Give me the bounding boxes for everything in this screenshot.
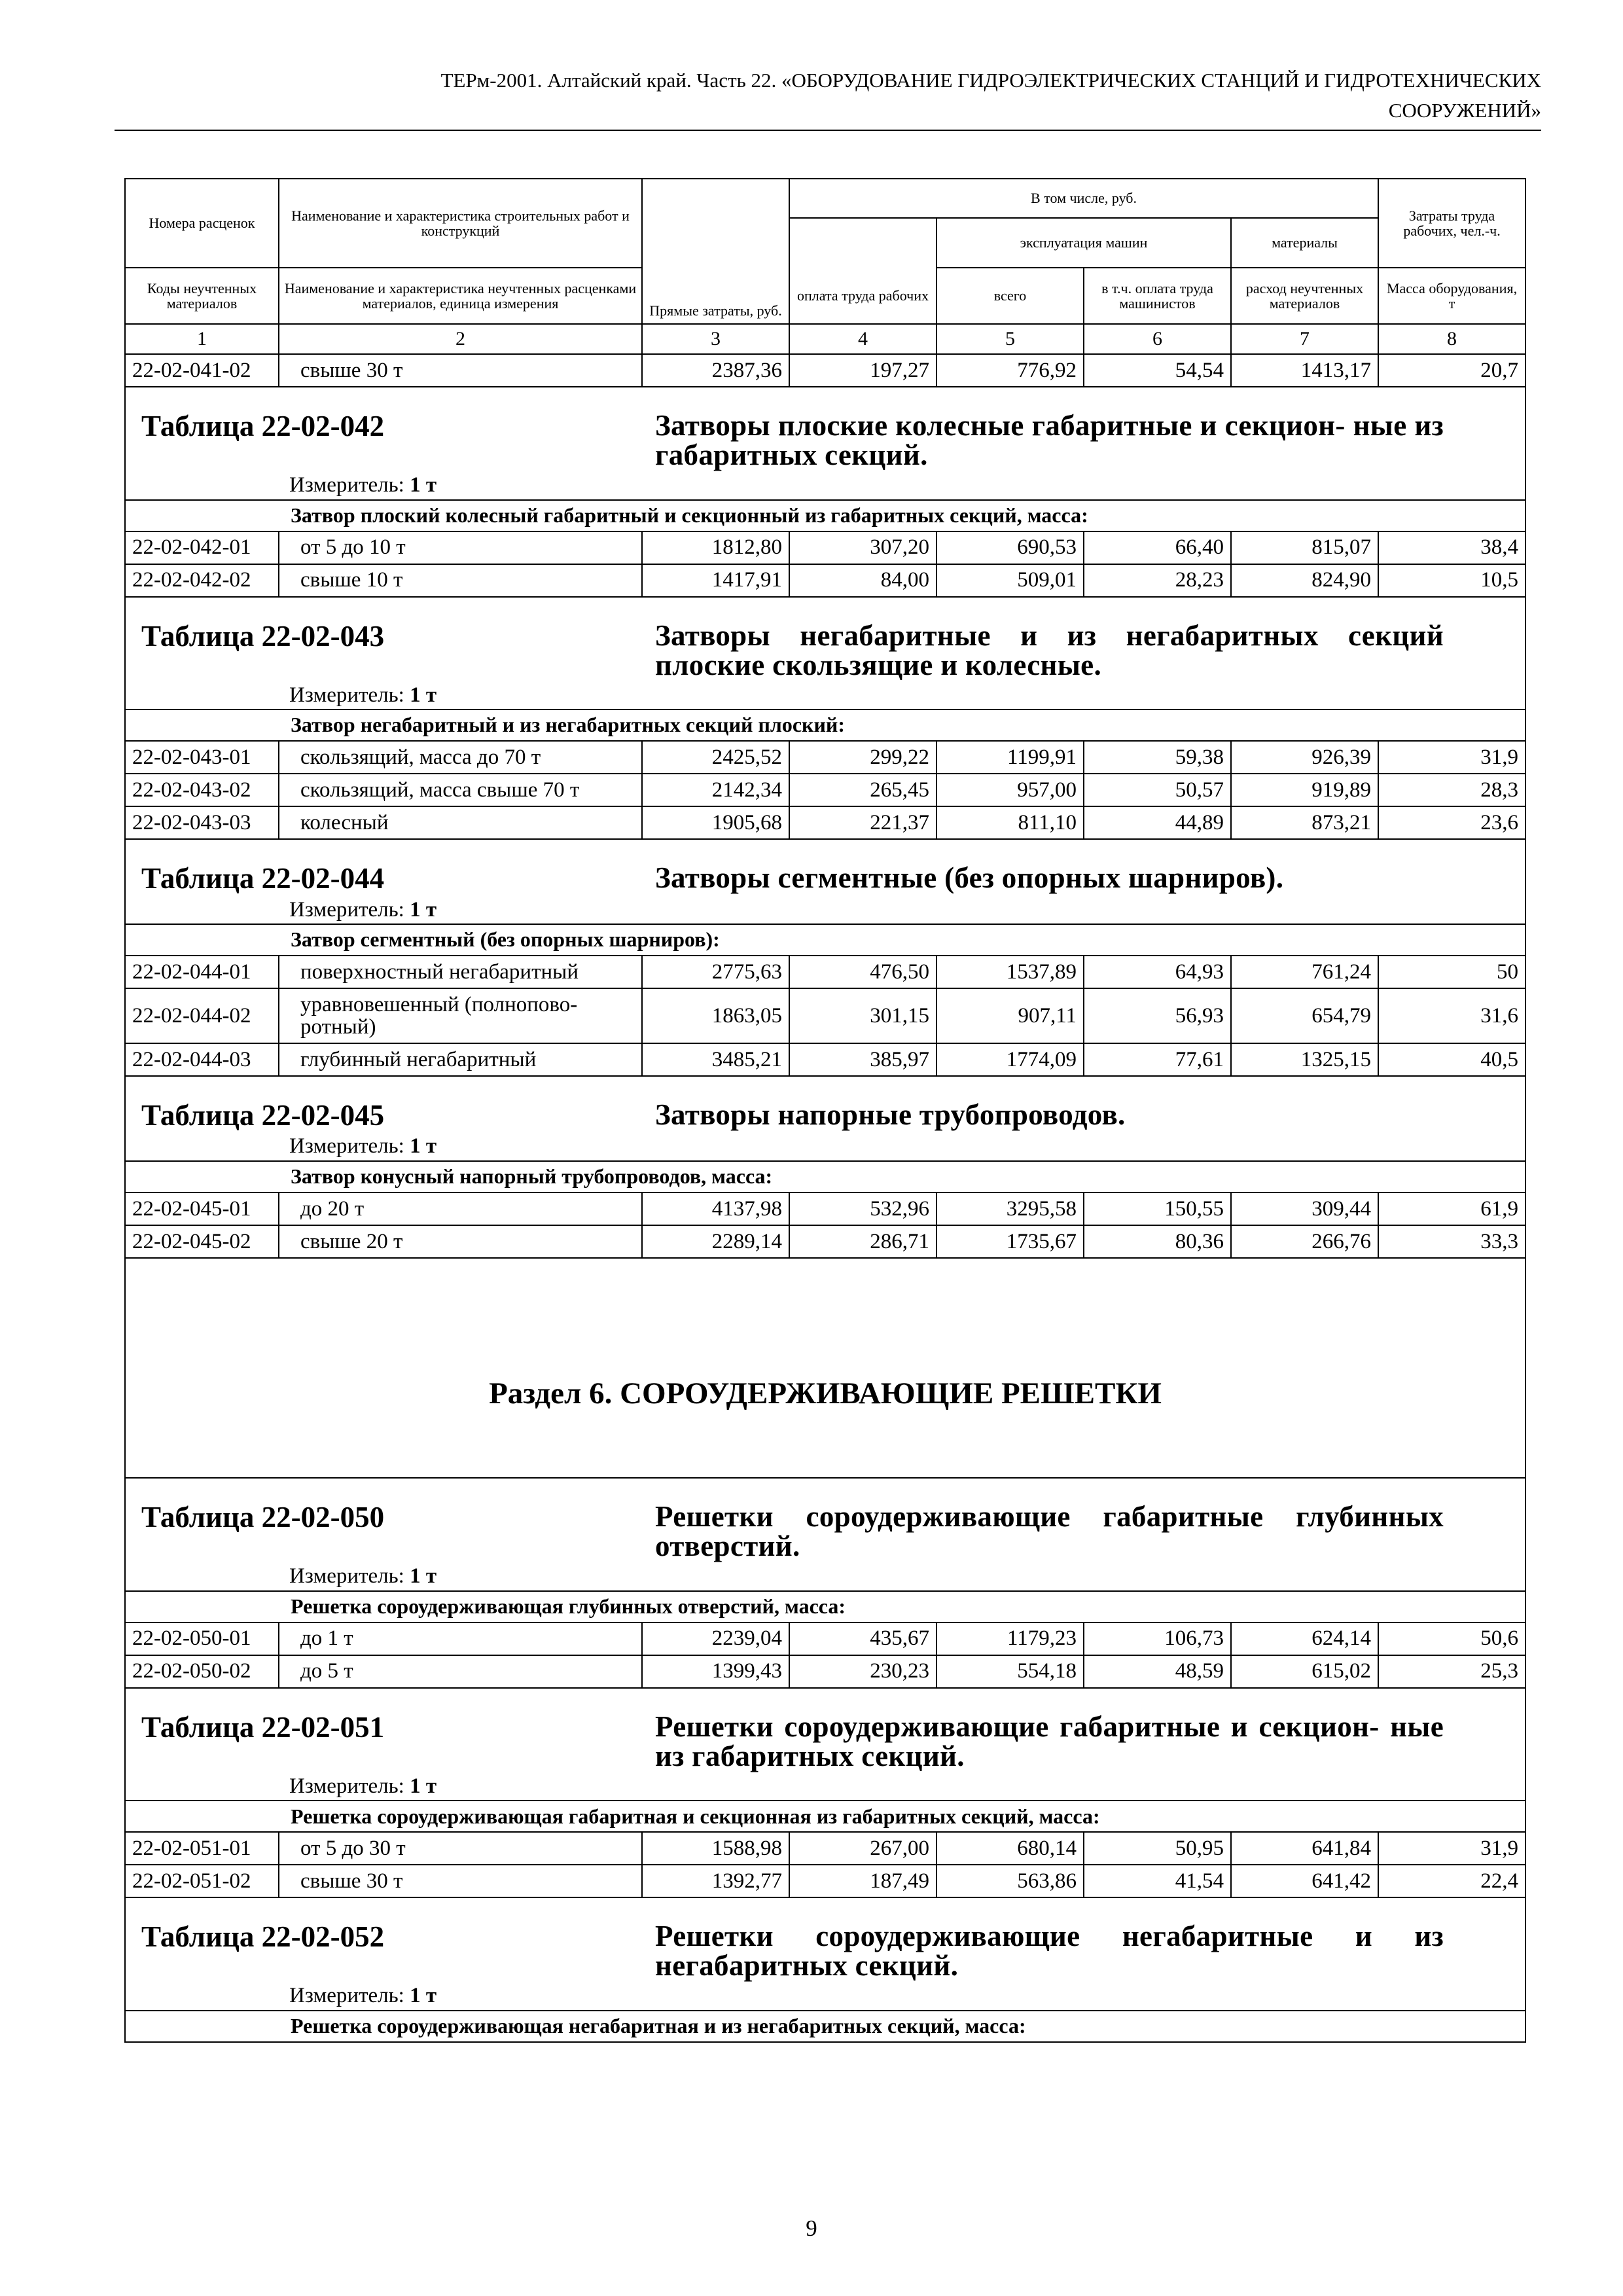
labor-cost: 25,3 <box>1378 1655 1525 1688</box>
column-number: 3 <box>642 324 789 354</box>
header-machinist-wages: в т.ч. оплата труда машинистов <box>1084 268 1231 324</box>
labor-cost: 50 <box>1378 956 1525 988</box>
machinist-wages: 66,40 <box>1084 531 1231 564</box>
measure-unit <box>132 684 1518 707</box>
materials-cost: 624,14 <box>1231 1623 1378 1655</box>
table-row <box>125 1865 1525 1897</box>
labor-cost: 61,9 <box>1378 1193 1525 1225</box>
header-including: В том числе, руб. <box>789 179 1378 218</box>
materials-cost: 1325,15 <box>1231 1043 1378 1076</box>
measure-label: Измеритель: <box>289 1774 404 1798</box>
worker-wages: 385,97 <box>789 1043 936 1076</box>
table-row <box>125 741 1525 774</box>
table-row <box>125 531 1525 564</box>
header-name: Наименование и характеристика строительных работ и конструкций <box>279 179 642 268</box>
header-machines-total: всего <box>936 268 1084 324</box>
column-number: 2 <box>279 324 642 354</box>
measure-label: Измеритель: <box>289 897 404 922</box>
measure-unit <box>132 1984 1518 2007</box>
rate-code: 22-02-051-01 <box>125 1832 279 1865</box>
rate-name: скользящий, масса свыше 70 т <box>279 774 642 806</box>
rate-name: свыше 30 т <box>279 354 642 387</box>
machines-total: 563,86 <box>936 1865 1084 1897</box>
machinist-wages: 50,57 <box>1084 774 1231 806</box>
materials-cost: 654,79 <box>1231 988 1378 1043</box>
table-title-row <box>125 1688 1525 1801</box>
group-heading: Затвор негабаритный и из негабаритных секций плоский: <box>125 709 1525 741</box>
table-row <box>125 1832 1525 1865</box>
rate-name: свыше 20 т <box>279 1225 642 1258</box>
table-number: Таблица 22-02-045 <box>141 1099 385 1132</box>
machinist-wages: 50,95 <box>1084 1832 1231 1865</box>
machines-total: 554,18 <box>936 1655 1084 1688</box>
table-title <box>132 863 1518 894</box>
group-heading: Решетка сороудерживающая габаритная и секционная из габаритных секций, масса: <box>125 1801 1525 1832</box>
table-title-cell <box>125 387 1525 500</box>
rate-name: до 5 т <box>279 1655 642 1688</box>
labor-cost: 22,4 <box>1378 1865 1525 1897</box>
header-unlisted-codes: Коды неучтенных материалов <box>125 268 279 324</box>
table-title <box>132 1100 1518 1131</box>
table-number: Таблица 22-02-042 <box>141 410 385 442</box>
page-number: 9 <box>806 2215 817 2241</box>
machinist-wages: 54,54 <box>1084 354 1231 387</box>
machines-total: 907,11 <box>936 988 1084 1043</box>
rates-table-body <box>125 179 1525 2042</box>
materials-cost: 615,02 <box>1231 1655 1378 1688</box>
running-header-line-1: ТЕРм-2001. Алтайский край. Часть 22. «ОБОРУДОВАНИЕ ГИДРОЭЛЕКТРИЧЕСКИХ СТАНЦИЙ И ГИДРОТЕХНИЧЕСКИХ <box>440 69 1541 92</box>
machinist-wages: 59,38 <box>1084 741 1231 774</box>
section-heading-row <box>125 1258 1525 1478</box>
measure-unit <box>132 1565 1518 1588</box>
column-number: 7 <box>1231 324 1378 354</box>
table-name: Затворы напорные трубопроводов. <box>655 1098 1126 1132</box>
worker-wages: 435,67 <box>789 1623 936 1655</box>
group-row <box>125 1801 1525 1832</box>
worker-wages: 230,23 <box>789 1655 936 1688</box>
running-header-line-2: СООРУЖЕНИЙ» <box>1388 99 1541 122</box>
table-title-row <box>125 839 1525 924</box>
section-heading: Раздел 6. СОРОУДЕРЖИВАЮЩИЕ РЕШЕТКИ <box>125 1258 1525 1478</box>
machines-total: 680,14 <box>936 1832 1084 1865</box>
table-row <box>125 806 1525 839</box>
header-rule <box>115 130 1541 131</box>
table-row <box>125 564 1525 597</box>
table-row <box>125 1655 1525 1688</box>
rate-name: от 5 до 30 т <box>279 1832 642 1865</box>
column-number: 5 <box>936 324 1084 354</box>
rate-code: 22-02-050-02 <box>125 1655 279 1688</box>
rate-code: 22-02-043-02 <box>125 774 279 806</box>
column-number: 4 <box>789 324 936 354</box>
measure-value: 1 т <box>410 1134 437 1158</box>
table-title <box>132 1502 1518 1561</box>
table-title-cell <box>125 1076 1525 1161</box>
labor-cost: 31,6 <box>1378 988 1525 1043</box>
table-title-row <box>125 1076 1525 1161</box>
worker-wages: 187,49 <box>789 1865 936 1897</box>
direct-costs: 1399,43 <box>642 1655 789 1688</box>
table-title-cell <box>125 839 1525 924</box>
machines-total: 811,10 <box>936 806 1084 839</box>
rate-name: свыше 10 т <box>279 564 642 597</box>
rate-code: 22-02-045-02 <box>125 1225 279 1258</box>
group-row <box>125 500 1525 531</box>
table-name: Решетки сороудерживающие габаритные глубинных отверстий. <box>655 1500 1444 1563</box>
measure-value: 1 т <box>410 1984 437 2008</box>
rate-code: 22-02-044-03 <box>125 1043 279 1076</box>
materials-cost: 926,39 <box>1231 741 1378 774</box>
rates-table-container <box>124 178 1525 2043</box>
rate-name: от 5 до 10 т <box>279 531 642 564</box>
machines-total: 3295,58 <box>936 1193 1084 1225</box>
rate-code: 22-02-045-01 <box>125 1193 279 1225</box>
direct-costs: 1905,68 <box>642 806 789 839</box>
table-title <box>132 621 1518 680</box>
rate-name: свыше 30 т <box>279 1865 642 1897</box>
worker-wages: 307,20 <box>789 531 936 564</box>
table-row <box>125 956 1525 988</box>
table-title-cell <box>125 597 1525 710</box>
machinist-wages: 44,89 <box>1084 806 1231 839</box>
measure-value: 1 т <box>410 683 437 707</box>
rate-code: 22-02-051-02 <box>125 1865 279 1897</box>
column-number: 6 <box>1084 324 1231 354</box>
labor-cost: 50,6 <box>1378 1623 1525 1655</box>
table-name: Затворы плоские колесные габаритные и секцион- ные из габаритных секций. <box>655 409 1444 471</box>
table-title <box>132 1922 1518 1981</box>
direct-costs: 2425,52 <box>642 741 789 774</box>
group-row <box>125 2011 1525 2042</box>
table-name: Затворы негабаритные и из негабаритных секций плоские скользящие и колесные. <box>655 619 1444 681</box>
machines-total: 1537,89 <box>936 956 1084 988</box>
header-materials: материалы <box>1231 218 1378 268</box>
machines-total: 509,01 <box>936 564 1084 597</box>
table-title-row <box>125 1478 1525 1591</box>
table-name: Затворы сегментные (без опорных шарниров). <box>655 861 1284 895</box>
machines-total: 1774,09 <box>936 1043 1084 1076</box>
rate-code: 22-02-044-02 <box>125 988 279 1043</box>
rate-code: 22-02-042-02 <box>125 564 279 597</box>
materials-cost: 641,84 <box>1231 1832 1378 1865</box>
header-mass: Масса оборудования, т <box>1378 268 1525 324</box>
table-row <box>125 774 1525 806</box>
materials-cost: 815,07 <box>1231 531 1378 564</box>
header-code: Номера расценок <box>125 179 279 268</box>
machinist-wages: 48,59 <box>1084 1655 1231 1688</box>
header-unlisted-name: Наименование и характеристика неучтенных расценками материалов, единица измерения <box>279 268 642 324</box>
direct-costs: 2289,14 <box>642 1225 789 1258</box>
machines-total: 957,00 <box>936 774 1084 806</box>
header-machines: эксплуатация машин <box>936 218 1231 268</box>
measure-label: Измеритель: <box>289 1984 404 2008</box>
materials-cost: 1413,17 <box>1231 354 1378 387</box>
machinist-wages: 56,93 <box>1084 988 1231 1043</box>
labor-cost: 10,5 <box>1378 564 1525 597</box>
worker-wages: 286,71 <box>789 1225 936 1258</box>
worker-wages: 221,37 <box>789 806 936 839</box>
header-wages: оплата труда рабочих <box>789 268 936 324</box>
table-title <box>132 1712 1518 1771</box>
rate-name: глубинный негабаритный <box>279 1043 642 1076</box>
measure-value: 1 т <box>410 897 437 922</box>
materials-cost: 824,90 <box>1231 564 1378 597</box>
table-name: Решетки сороудерживающие габаритные и секцион- ные из габаритных секций. <box>655 1710 1444 1772</box>
rate-name: до 1 т <box>279 1623 642 1655</box>
measure-unit <box>132 1135 1518 1158</box>
measure-label: Измеритель: <box>289 473 404 497</box>
group-row <box>125 1161 1525 1193</box>
direct-costs: 1392,77 <box>642 1865 789 1897</box>
measure-value: 1 т <box>410 1774 437 1798</box>
direct-costs: 2387,36 <box>642 354 789 387</box>
machines-total: 1735,67 <box>936 1225 1084 1258</box>
group-heading: Решетка сороудерживающая глубинных отверстий, масса: <box>125 1591 1525 1623</box>
rate-code: 22-02-043-03 <box>125 806 279 839</box>
machines-total: 1179,23 <box>936 1623 1084 1655</box>
header-material-use: расход неучтенных материалов <box>1231 268 1378 324</box>
measure-value: 1 т <box>410 1564 437 1588</box>
table-row <box>125 1193 1525 1225</box>
running-header <box>115 65 1541 126</box>
measure-value: 1 т <box>410 473 437 497</box>
group-row <box>125 1591 1525 1623</box>
table-title-cell <box>125 1688 1525 1801</box>
direct-costs: 2239,04 <box>642 1623 789 1655</box>
rate-name: до 20 т <box>279 1193 642 1225</box>
labor-cost: 40,5 <box>1378 1043 1525 1076</box>
group-heading: Затвор конусный напорный трубопроводов, масса: <box>125 1161 1525 1193</box>
table-row <box>125 1225 1525 1258</box>
direct-costs: 1863,05 <box>642 988 789 1043</box>
table-number: Таблица 22-02-050 <box>141 1501 385 1534</box>
measure-unit <box>132 474 1518 497</box>
labor-cost: 31,9 <box>1378 1832 1525 1865</box>
worker-wages: 301,15 <box>789 988 936 1043</box>
materials-cost: 309,44 <box>1231 1193 1378 1225</box>
table-row <box>125 354 1525 387</box>
rate-code: 22-02-042-01 <box>125 531 279 564</box>
direct-costs: 4137,98 <box>642 1193 789 1225</box>
machinist-wages: 64,93 <box>1084 956 1231 988</box>
worker-wages: 476,50 <box>789 956 936 988</box>
table-number: Таблица 22-02-051 <box>141 1710 385 1744</box>
table-row <box>125 1623 1525 1655</box>
column-number: 1 <box>125 324 279 354</box>
measure-label: Измеритель: <box>289 683 404 707</box>
materials-cost: 641,42 <box>1231 1865 1378 1897</box>
rate-name: уравновешенный (полнопово- ротный) <box>279 988 642 1043</box>
measure-label: Измеритель: <box>289 1564 404 1588</box>
labor-cost: 38,4 <box>1378 531 1525 564</box>
group-row <box>125 924 1525 956</box>
table-title-cell <box>125 1897 1525 2011</box>
direct-costs: 2142,34 <box>642 774 789 806</box>
machinist-wages: 106,73 <box>1084 1623 1231 1655</box>
table-name: Решетки сороудерживающие негабаритные и из негабаритных секций. <box>655 1920 1444 1982</box>
rate-code: 22-02-050-01 <box>125 1623 279 1655</box>
labor-cost: 20,7 <box>1378 354 1525 387</box>
rate-code: 22-02-043-01 <box>125 741 279 774</box>
materials-cost: 873,21 <box>1231 806 1378 839</box>
worker-wages: 532,96 <box>789 1193 936 1225</box>
group-heading: Затвор сегментный (без опорных шарниров): <box>125 924 1525 956</box>
header-direct-costs: Прямые затраты, руб. <box>642 179 789 324</box>
group-row <box>125 709 1525 741</box>
measure-unit <box>132 899 1518 922</box>
table-number: Таблица 22-02-043 <box>141 619 385 653</box>
machines-total: 1199,91 <box>936 741 1084 774</box>
header-labor: Затраты труда рабочих, чел.-ч. <box>1378 179 1525 268</box>
worker-wages: 265,45 <box>789 774 936 806</box>
table-row <box>125 1043 1525 1076</box>
header-wages-top <box>789 218 936 268</box>
table-title-row <box>125 597 1525 710</box>
labor-cost: 33,3 <box>1378 1225 1525 1258</box>
rate-name: колесный <box>279 806 642 839</box>
materials-cost: 266,76 <box>1231 1225 1378 1258</box>
machinist-wages: 150,55 <box>1084 1193 1231 1225</box>
direct-costs: 3485,21 <box>642 1043 789 1076</box>
table-row <box>125 988 1525 1043</box>
worker-wages: 267,00 <box>789 1832 936 1865</box>
group-heading: Решетка сороудерживающая негабаритная и из негабаритных секций, масса: <box>125 2011 1525 2042</box>
direct-costs: 1588,98 <box>642 1832 789 1865</box>
machinist-wages: 28,23 <box>1084 564 1231 597</box>
machinist-wages: 80,36 <box>1084 1225 1231 1258</box>
rate-code: 22-02-044-01 <box>125 956 279 988</box>
worker-wages: 299,22 <box>789 741 936 774</box>
rate-name: поверхностный негабаритный <box>279 956 642 988</box>
materials-cost: 761,24 <box>1231 956 1378 988</box>
rates-table <box>124 178 1526 2043</box>
table-title-row <box>125 387 1525 500</box>
rate-code: 22-02-041-02 <box>125 354 279 387</box>
measure-label: Измеритель: <box>289 1134 404 1158</box>
direct-costs: 2775,63 <box>642 956 789 988</box>
table-number: Таблица 22-02-052 <box>141 1920 385 1954</box>
group-heading: Затвор плоский колесный габаритный и секционный из габаритных секций, масса: <box>125 500 1525 531</box>
labor-cost: 23,6 <box>1378 806 1525 839</box>
measure-unit <box>132 1775 1518 1798</box>
rate-name: скользящий, масса до 70 т <box>279 741 642 774</box>
table-title-row <box>125 1897 1525 2011</box>
machines-total: 690,53 <box>936 531 1084 564</box>
direct-costs: 1417,91 <box>642 564 789 597</box>
direct-costs: 1812,80 <box>642 531 789 564</box>
table-title <box>132 411 1518 470</box>
table-number: Таблица 22-02-044 <box>141 862 385 895</box>
worker-wages: 197,27 <box>789 354 936 387</box>
worker-wages: 84,00 <box>789 564 936 597</box>
materials-cost: 919,89 <box>1231 774 1378 806</box>
machines-total: 776,92 <box>936 354 1084 387</box>
labor-cost: 28,3 <box>1378 774 1525 806</box>
machinist-wages: 77,61 <box>1084 1043 1231 1076</box>
table-title-cell <box>125 1478 1525 1591</box>
machinist-wages: 41,54 <box>1084 1865 1231 1897</box>
labor-cost: 31,9 <box>1378 741 1525 774</box>
column-numbers-row <box>125 324 1525 354</box>
column-number: 8 <box>1378 324 1525 354</box>
